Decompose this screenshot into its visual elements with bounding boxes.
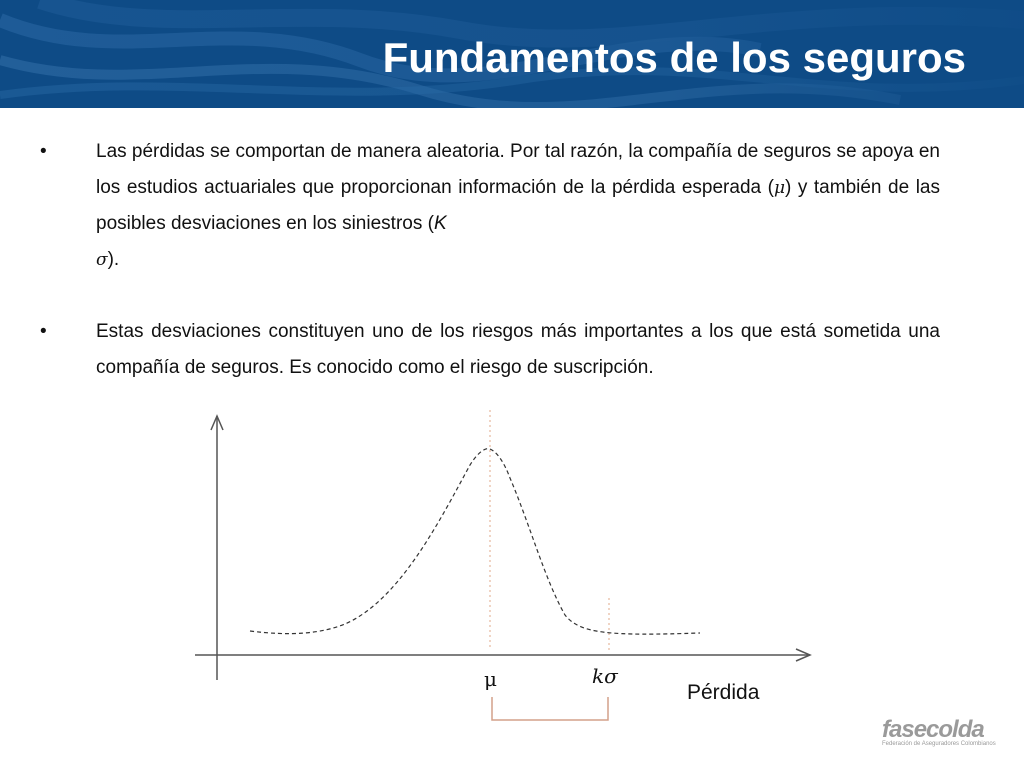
bullet-text: Estas desviaciones constituyen uno de los riesgos más importantes a los que está sometida una compañía de seguros. Es conocido como el riesgo de suscripción. <box>96 321 940 378</box>
k-symbol: K <box>433 213 447 234</box>
bullet-marker: • <box>40 321 47 342</box>
loss-distribution-curve <box>250 449 700 635</box>
logo-wordmark: fasecolda <box>882 716 984 743</box>
bullet-text: ) y también de las posibles desviaciones en los siniestros ( <box>96 177 940 234</box>
mu-label: μ <box>484 667 497 691</box>
bullet-text: ). <box>107 249 120 270</box>
mu-symbol: μ <box>773 178 786 198</box>
logo-tagline: Federación de Aseguradores Colombianos <box>882 741 996 747</box>
x-axis-label: Pérdida <box>687 681 760 704</box>
k-sigma-label: kσ <box>592 664 618 688</box>
sigma-symbol: σ <box>96 250 108 270</box>
slide-title: Fundamentos de los seguros <box>382 34 966 81</box>
fasecolda-logo <box>882 716 1012 760</box>
bullet-text: Las pérdidas se comportan de manera aleatoria. Por tal razón, la compañía de seguros se apoya en los estudios actuariales que proporcionan información de la pérdida esperada ( <box>96 141 940 198</box>
deviation-bracket <box>492 697 608 720</box>
bullet-marker: • <box>40 141 47 162</box>
